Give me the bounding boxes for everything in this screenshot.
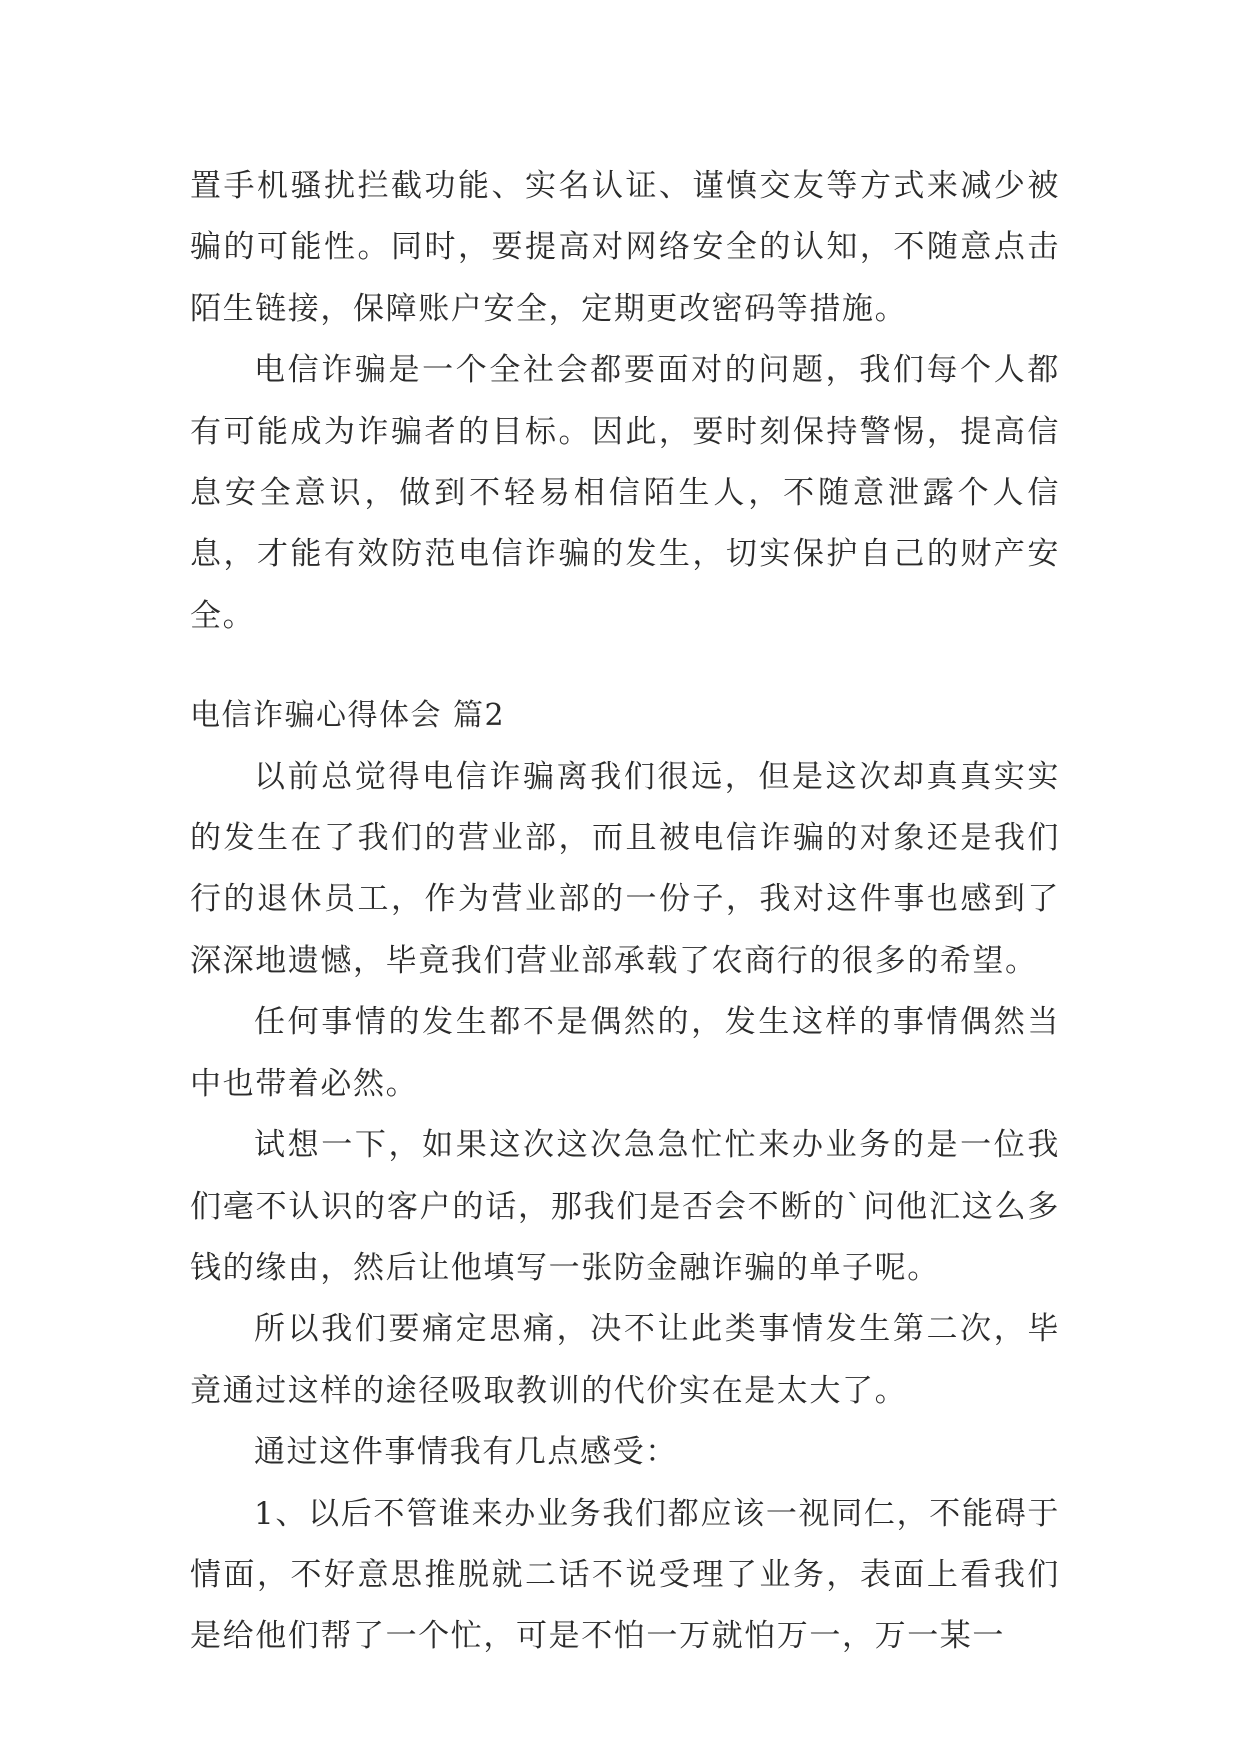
paragraph-4: 所以我们要痛定思痛，决不让此类事情发生第二次，毕竟通过这样的途径吸取教训的代价实在是太大了。 bbox=[190, 1311, 1060, 1409]
paragraph-continued: 置手机骚扰拦截功能、实名认证、谨慎交友等方式来减少被骗的可能性。同时，要提高对网络安全的认知，不随意点击陌生链接，保障账户安全，定期更改密码等措施。 bbox=[190, 168, 1060, 327]
paragraph-5: 通过这件事情我有几点感受： bbox=[254, 1434, 678, 1471]
paragraph-2: 任何事情的发生都不是偶然的，发生这样的事情偶然当中也带着必然。 bbox=[190, 1004, 1060, 1102]
paragraph-summary: 电信诈骗是一个全社会都要面对的问题，我们每个人都有可能成为诈骗者的目标。因此，要时刻保持警惕，提高信息安全意识，做到不轻易相信陌生人，不随意泄露个人信息，才能有效防范电信诈骗的发生，切实保护自己的财产安全。 bbox=[190, 352, 1060, 634]
paragraph-6: 1、以后不管谁来办业务我们都应该一视同仁，不能碍于情面，不好意思推脱就二话不说受理了业务，表面上看我们是给他们帮了一个忙，可是不怕一万就怕万一，万一某一 bbox=[190, 1495, 1060, 1655]
paragraph-3: 试想一下，如果这次这次急急忙忙来办业务的是一位我们毫不认识的客户的话，那我们是否会不断的`问他汇这么多钱的缘由，然后让他填写一张防金融诈骗的单子呢。 bbox=[190, 1127, 1060, 1286]
section-title: 电信诈骗心得体会 篇2 bbox=[190, 698, 506, 734]
paragraph-1: 以前总觉得电信诈骗离我们很远，但是这次却真真实实的发生在了我们的营业部，而且被电信诈骗的对象还是我们行的退休员工，作为营业部的一份子，我对这件事也感到了深深地遗憾，毕竟我们营业部承载了农商行的很多的希望。 bbox=[190, 758, 1060, 979]
document-page bbox=[190, 156, 1060, 1668]
